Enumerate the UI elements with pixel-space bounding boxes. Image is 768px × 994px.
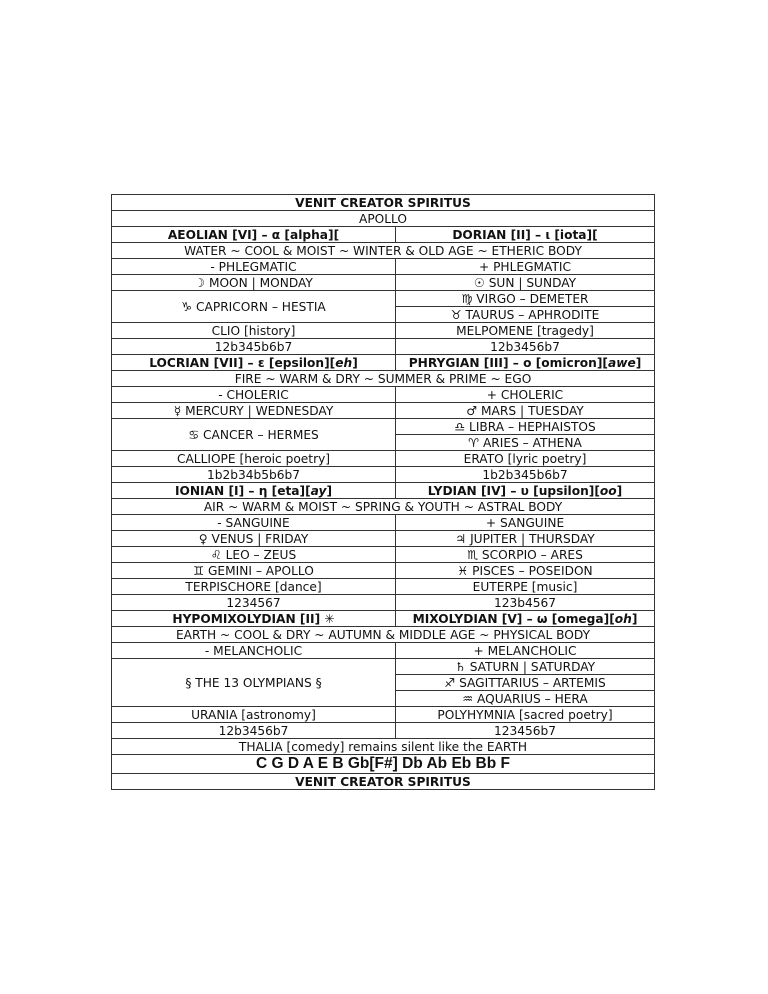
table-row: [112, 627, 655, 643]
table-row: [112, 611, 655, 627]
closing-note: THALIA [comedy] remains silent like the EARTH: [112, 739, 655, 755]
scale-cell: 12b3456b7: [396, 339, 655, 355]
table-row: [112, 723, 655, 739]
table-row: [112, 515, 655, 531]
element-row-fire: FIRE ~ WARM & DRY ~ SUMMER & PRIME ~ EGO: [112, 371, 655, 387]
element-row-air: AIR ~ WARM & MOIST ~ SPRING & YOUTH ~ ASTRAL BODY: [112, 499, 655, 515]
table-row: [112, 595, 655, 611]
table-row: [112, 755, 655, 774]
circle-of-fifths: C G D A E B Gb[F#] Db Ab Eb Bb F: [112, 755, 655, 774]
zodiac-deity-cell: ♓ PISCES – POSEIDON: [396, 563, 655, 579]
muse-cell: CLIO [history]: [112, 323, 396, 339]
table-row: [112, 531, 655, 547]
table-row: [112, 499, 655, 515]
table-footer: VENIT CREATOR SPIRITUS: [112, 774, 655, 790]
table-row: [112, 579, 655, 595]
table-row: [112, 547, 655, 563]
scale-cell: 12b345b6b7: [112, 339, 396, 355]
muse-cell: TERPISCHORE [dance]: [112, 579, 396, 595]
temperament-cell: - SANGUINE: [112, 515, 396, 531]
zodiac-deity-cell: ♑ CAPRICORN – HESTIA: [112, 291, 396, 323]
zodiac-deity-cell: ♊ GEMINI – APOLLO: [112, 563, 396, 579]
table-row: [112, 243, 655, 259]
zodiac-deity-cell: ♏ SCORPIO – ARES: [396, 547, 655, 563]
scale-cell: 1b2b34b5b6b7: [112, 467, 396, 483]
table-row: [112, 371, 655, 387]
table-row: [112, 403, 655, 419]
zodiac-deity-cell: ♋ CANCER – HERMES: [112, 419, 396, 451]
temperament-cell: - CHOLERIC: [112, 387, 396, 403]
table-row: [112, 483, 655, 499]
table-row: [112, 195, 655, 211]
mode-heading-mixolydian: MIXOLYDIAN [V] – ω [omega][oh]: [396, 611, 655, 627]
table-row: [112, 259, 655, 275]
table-row: [112, 774, 655, 790]
muse-cell: URANIA [astronomy]: [112, 707, 396, 723]
table-row: [112, 387, 655, 403]
mode-heading-lydian: LYDIAN [IV] – υ [upsilon][oo]: [396, 483, 655, 499]
table-row: [112, 739, 655, 755]
modes-correspondence-table: [111, 194, 655, 790]
planet-day-cell: ♂ MARS | TUESDAY: [396, 403, 655, 419]
table-row: [112, 275, 655, 291]
temperament-cell: - MELANCHOLIC: [112, 643, 396, 659]
zodiac-deity-cell: ♉ TAURUS – APHRODITE: [396, 307, 655, 323]
table-row: [112, 659, 655, 675]
mode-heading-aeolian: AEOLIAN [VI] – α [alpha][: [112, 227, 396, 243]
zodiac-deity-cell: ♈ ARIES – ATHENA: [396, 435, 655, 451]
planet-day-cell: ☽ MOON | MONDAY: [112, 275, 396, 291]
planet-day-cell: ♀ VENUS | FRIDAY: [112, 531, 396, 547]
mode-heading-dorian: DORIAN [II] – ι [iota][: [396, 227, 655, 243]
temperament-cell: - PHLEGMATIC: [112, 259, 396, 275]
temperament-cell: + SANGUINE: [396, 515, 655, 531]
zodiac-deity-cell: ♐ SAGITTARIUS – ARTEMIS: [396, 675, 655, 691]
scale-cell: 1234567: [112, 595, 396, 611]
muse-cell: POLYHYMNIA [sacred poetry]: [396, 707, 655, 723]
temperament-cell: + PHLEGMATIC: [396, 259, 655, 275]
zodiac-deity-cell: ♌ LEO – ZEUS: [112, 547, 396, 563]
table-row: [112, 563, 655, 579]
muse-cell: EUTERPE [music]: [396, 579, 655, 595]
table-title: VENIT CREATOR SPIRITUS: [112, 195, 655, 211]
muse-cell: ERATO [lyric poetry]: [396, 451, 655, 467]
mode-heading-phrygian: PHRYGIAN [III] – ο [omicron][awe]: [396, 355, 655, 371]
table-row: [112, 227, 655, 243]
table-row: [112, 451, 655, 467]
temperament-cell: + CHOLERIC: [396, 387, 655, 403]
zodiac-deity-cell: ♍ VIRGO – DEMETER: [396, 291, 655, 307]
planet-day-cell: ☿ MERCURY | WEDNESDAY: [112, 403, 396, 419]
table-row: [112, 211, 655, 227]
element-row-earth: EARTH ~ COOL & DRY ~ AUTUMN & MIDDLE AGE ~ PHYSICAL BODY: [112, 627, 655, 643]
scale-cell: 1b2b345b6b7: [396, 467, 655, 483]
temperament-cell: + MELANCHOLIC: [396, 643, 655, 659]
zodiac-deity-cell: ♒ AQUARIUS – HERA: [396, 691, 655, 707]
zodiac-deity-cell: ♎ LIBRA – HEPHAISTOS: [396, 419, 655, 435]
planet-day-cell: ♃ JUPITER | THURSDAY: [396, 531, 655, 547]
table-row: [112, 291, 655, 307]
mode-heading-hypomixolydian: HYPOMIXOLYDIAN [II] ✳: [112, 611, 396, 627]
table-row: [112, 339, 655, 355]
table-row: [112, 643, 655, 659]
muse-cell: MELPOMENE [tragedy]: [396, 323, 655, 339]
planet-day-cell: ☉ SUN | SUNDAY: [396, 275, 655, 291]
table-row: [112, 355, 655, 371]
scale-cell: 123b4567: [396, 595, 655, 611]
muse-cell: CALLIOPE [heroic poetry]: [112, 451, 396, 467]
scale-cell: 123456b7: [396, 723, 655, 739]
olympians-cell: § THE 13 OLYMPIANS §: [112, 659, 396, 707]
element-row-water: WATER ~ COOL & MOIST ~ WINTER & OLD AGE ~ ETHERIC BODY: [112, 243, 655, 259]
scale-cell: 12b3456b7: [112, 723, 396, 739]
table-row: [112, 707, 655, 723]
mode-heading-locrian: LOCRIAN [VII] – ε [epsilon][eh]: [112, 355, 396, 371]
mode-heading-ionian: IONIAN [I] – η [eta][ay]: [112, 483, 396, 499]
table-row: [112, 467, 655, 483]
planet-day-cell: ♄ SATURN | SATURDAY: [396, 659, 655, 675]
table-row: [112, 419, 655, 435]
table-row: [112, 323, 655, 339]
table-subtitle: APOLLO: [112, 211, 655, 227]
